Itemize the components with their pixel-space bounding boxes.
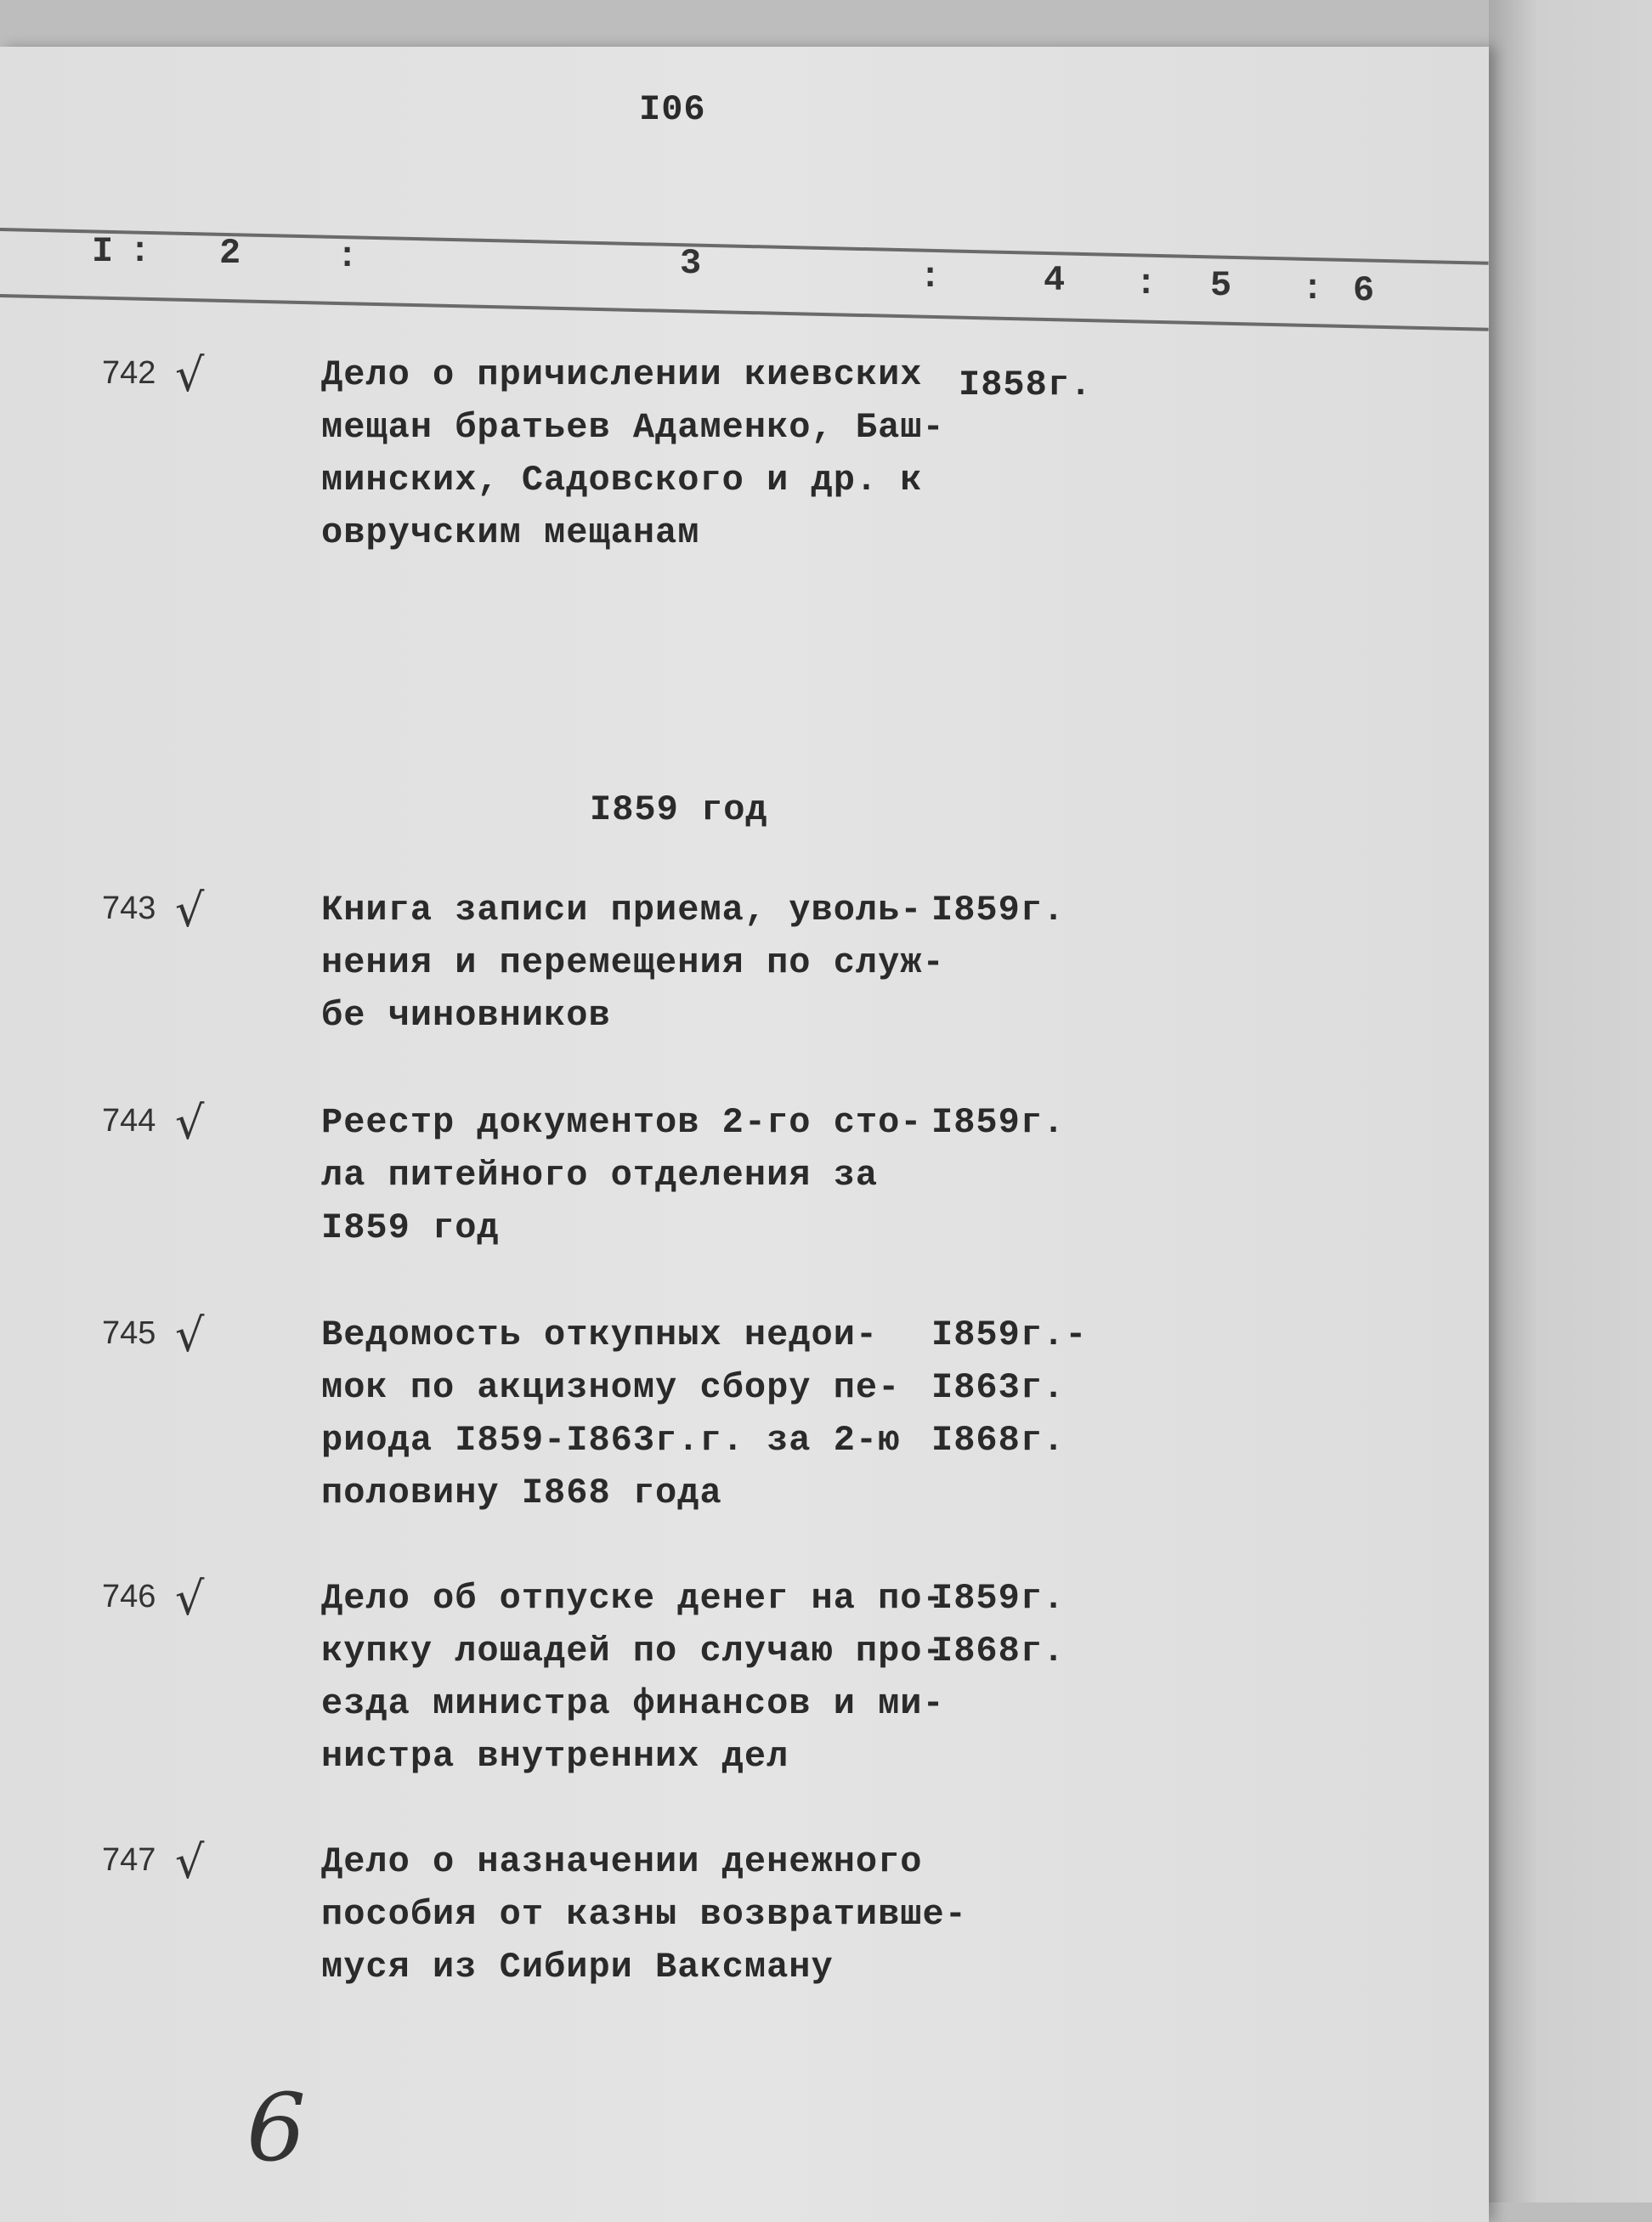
entry-description-line: минских, Садовского и др. к [321, 460, 923, 500]
entry-date: I868г. [931, 1420, 1066, 1461]
entry-description-line: езда министра финансов и ми- [321, 1683, 945, 1724]
entry-description-line: мещан братьев Адаменко, Баш- [321, 407, 945, 448]
check-mark-icon: √ [175, 1572, 205, 1626]
column-header-5: 5 [1210, 265, 1232, 306]
entry-date: I858г. [959, 365, 1093, 405]
entry-description-line: Книга записи приема, уволь- [321, 890, 923, 930]
column-header-sep: : [129, 231, 151, 272]
entry-description-line: риода I859-I863г.г. за 2-ю [321, 1420, 901, 1461]
entry-description-line: I859 год [321, 1207, 500, 1248]
entry-description-line: ла питейного отделения за [321, 1155, 879, 1196]
entry-description-line: нения и перемещения по служ- [321, 942, 945, 983]
check-mark-icon: √ [175, 348, 205, 402]
column-header-sep: : [337, 236, 359, 277]
entry-number: 746 [102, 1579, 156, 1614]
entry-date: I859г.- [931, 1315, 1088, 1355]
check-mark-icon: √ [175, 884, 205, 937]
entry-description-line: купку лошадей по случаю про- [321, 1631, 945, 1671]
check-mark-icon: √ [175, 1096, 205, 1150]
entry-number: 747 [102, 1842, 156, 1878]
entry-description-line: бе чиновников [321, 995, 611, 1036]
section-year-heading: I859 год [590, 789, 768, 830]
column-header-4: 4 [1044, 260, 1066, 301]
check-mark-icon: √ [175, 1309, 205, 1362]
entry-description-line: Ведомость откупных недои- [321, 1315, 879, 1355]
column-header-2: 2 [219, 233, 241, 274]
entry-description-line: нистра внутренних дел [321, 1736, 789, 1777]
page-number: I06 [639, 89, 706, 130]
column-header-sep: : [1135, 263, 1157, 304]
entry-description-line: овручским мещанам [321, 512, 700, 553]
column-header-3: 3 [680, 243, 702, 284]
column-header-1: I [92, 231, 114, 272]
entry-number: 742 [102, 355, 156, 391]
entry-description-line: Дело об отпуске денег на по- [321, 1578, 945, 1619]
column-header-6: 6 [1353, 270, 1375, 311]
page-underneath [1489, 0, 1652, 2202]
entry-description-line: Дело о причислении киевских [321, 354, 923, 395]
entry-date: I863г. [931, 1367, 1066, 1408]
entry-description-line: половину I868 года [321, 1473, 722, 1513]
entry-date: I859г. [931, 890, 1066, 930]
entry-number: 743 [102, 890, 156, 926]
handwritten-mark: 6 [246, 2073, 306, 2182]
entry-description-line: Реестр документов 2-го сто- [321, 1102, 923, 1143]
entry-date: I859г. [931, 1578, 1066, 1619]
entry-number: 744 [102, 1103, 156, 1139]
entry-description-line: Дело о назначении денежного [321, 1841, 923, 1882]
entry-date: I868г. [931, 1631, 1066, 1671]
entry-number: 745 [102, 1315, 156, 1351]
column-header-sep: : [919, 257, 942, 297]
entry-description-line: муся из Сибири Ваксману [321, 1947, 834, 1987]
entry-description-line: мок по акцизному сбору пе- [321, 1367, 901, 1408]
entry-description-line: пособия от казны возвративше- [321, 1894, 967, 1935]
check-mark-icon: √ [175, 1835, 205, 1889]
entry-date: I859г. [931, 1102, 1066, 1143]
column-header-sep: : [1302, 269, 1324, 309]
